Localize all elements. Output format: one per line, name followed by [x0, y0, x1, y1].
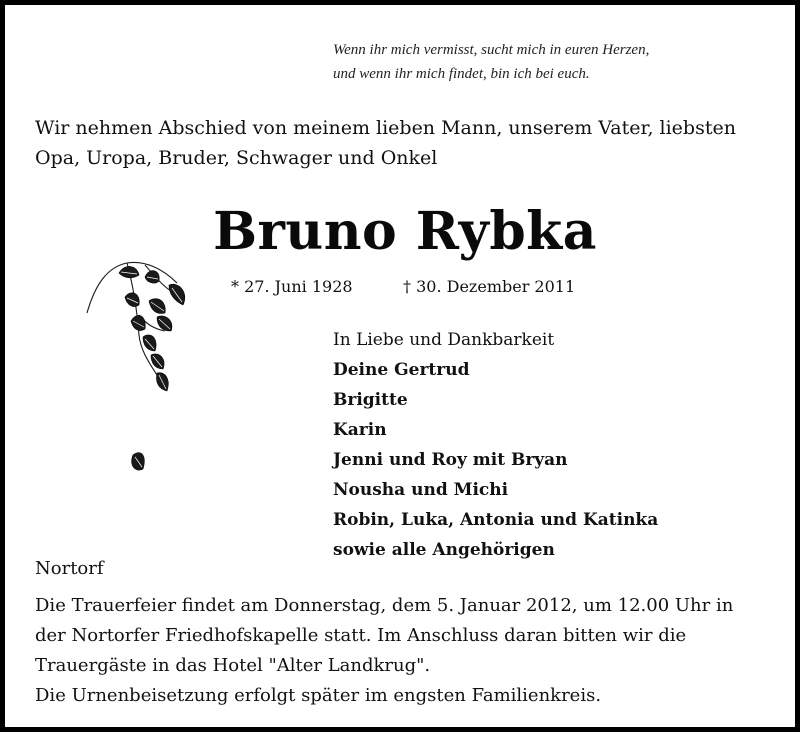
family-member: Karin [333, 420, 387, 440]
family-member: Deine Gertrud [333, 360, 470, 380]
family-member: Jenni und Roy mit Bryan [333, 450, 568, 470]
death-date: † 30. Dezember 2011 [403, 277, 576, 296]
details-line-4: Die Urnenbeisetzung erfolgt später im engsten Familienkreis. [35, 685, 602, 706]
family-list [333, 355, 658, 565]
details-line-3: Trauergäste in das Hotel "Alter Landkrug". [35, 655, 431, 676]
poem-line-1: Wenn ihr mich vermisst, sucht mich in euren Herzen, [333, 42, 650, 58]
intro-line-1: Wir nehmen Abschied von meinem lieben Mann, unserem Vater, liebsten [35, 117, 736, 139]
family-member: Robin, Luka, Antonia und Katinka [333, 510, 659, 530]
intro-line-2: Opa, Uropa, Bruder, Schwager und Onkel [35, 147, 438, 169]
birch-branch-leaves-icon [85, 255, 205, 505]
details-line-1: Die Trauerfeier findet am Donnerstag, dem 5. Januar 2012, um 12.00 Uhr in [35, 595, 734, 616]
family-member: Brigitte [333, 390, 408, 410]
signature-block [333, 325, 658, 565]
farewell-intro [35, 113, 775, 173]
signature-intro: In Liebe und Dankbarkeit [333, 330, 555, 350]
funeral-details [35, 591, 780, 711]
poem-line-2: und wenn ihr mich findet, bin ich bei euch. [333, 66, 590, 82]
family-member: sowie alle Angehörigen [333, 540, 555, 560]
birth-date: * 27. Juni 1928 [231, 277, 353, 296]
place-name: Nortorf [35, 558, 104, 579]
family-member: Nousha und Michi [333, 480, 509, 500]
deceased-name: Bruno Rybka [213, 201, 597, 262]
details-line-2: der Nortorfer Friedhofskapelle statt. Im Anschluss daran bitten wir die [35, 625, 687, 646]
epigraph-poem [333, 38, 773, 86]
